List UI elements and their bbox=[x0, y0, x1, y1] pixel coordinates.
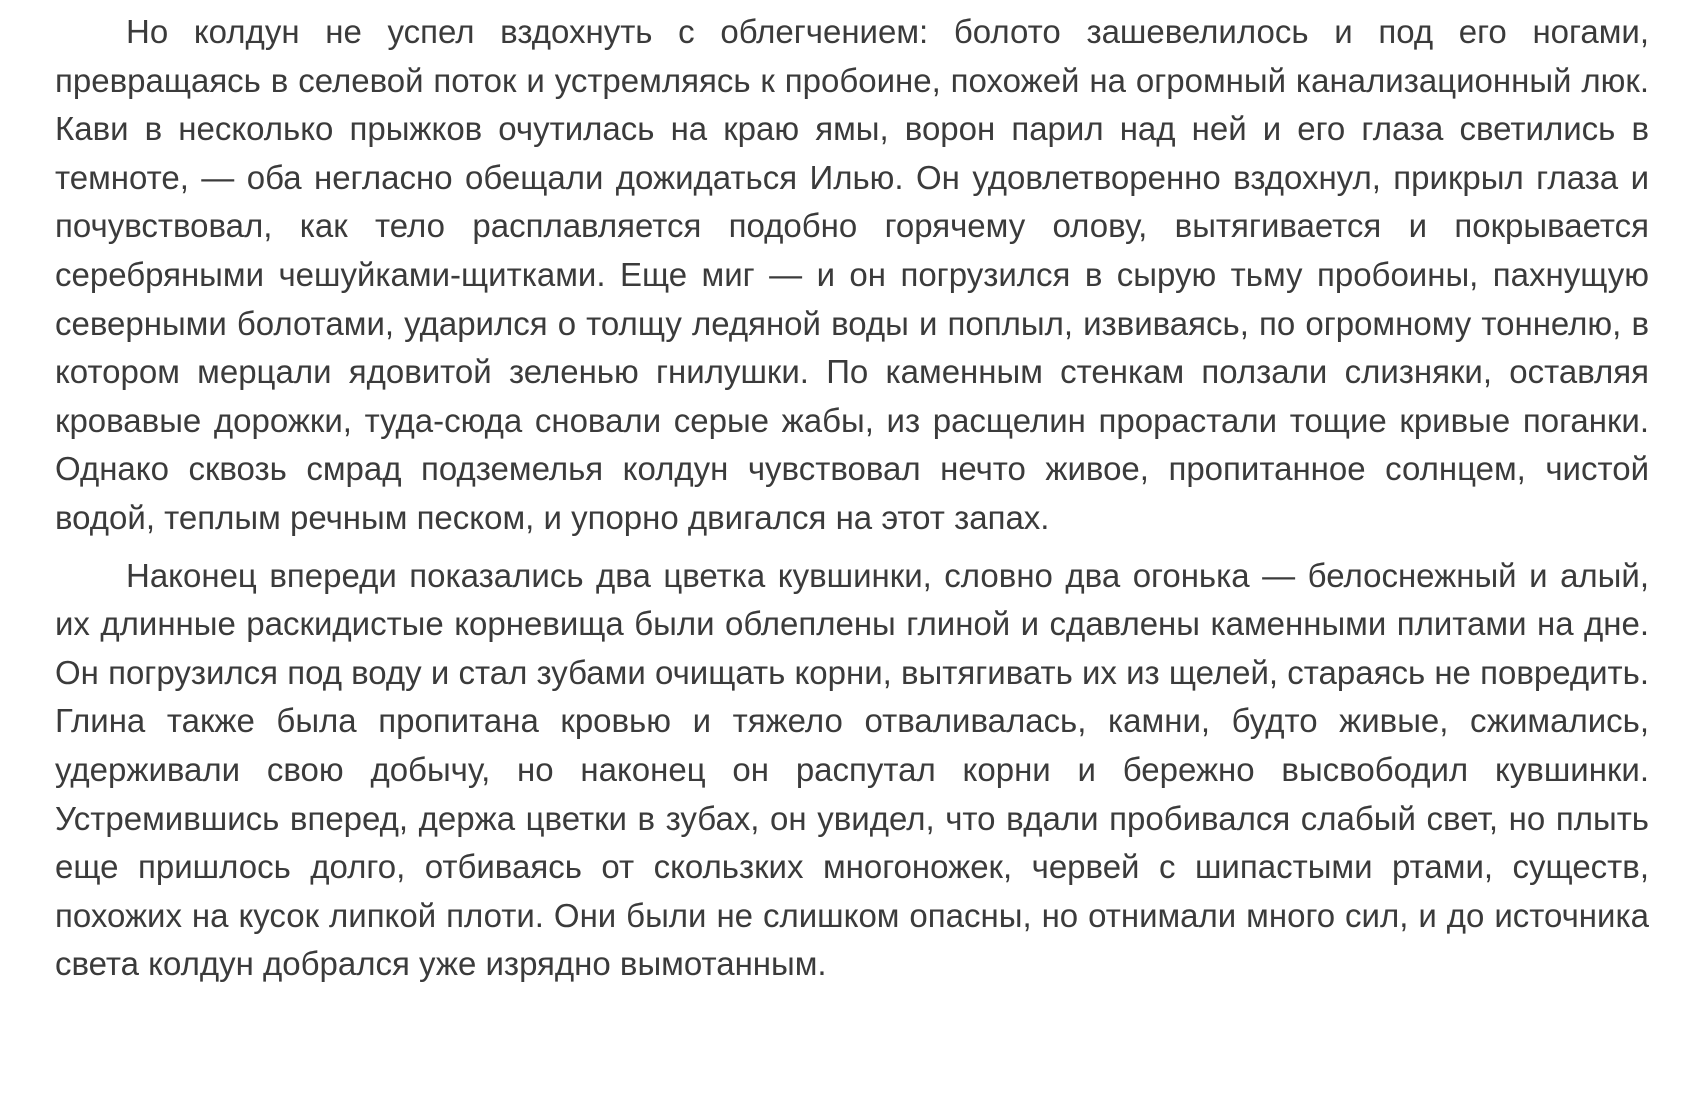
paragraph: Но колдун не успел вздохнуть с облегчением: болото зашевелилось и под его ногами, превращаясь в селевой поток и устремляясь к пробоине, похожей на огромный канализационный люк. Кави в несколько прыжков очутилась на краю ямы, ворон парил над ней и его глаза светились в темноте, — оба негласно обещали дожидаться Илью. Он удовлетворенно вздохнул, прикрыл глаза и почувствовал, как тело расплавляется подобно горячему олову, вытягивается и покрывается серебряными чешуйками-щитками. Еще миг — и он погрузился в сырую тьму пробоины, пахнущую северными болотами, ударился о толщу ледяной воды и поплыл, извиваясь, по огромному тоннелю, в котором мерцали ядовитой зеленью гнилушки. По каменным стенкам ползали слизняки, оставляя кровавые дорожки, туда-сюда сновали серые жабы, из расщелин прорастали тощие кривые поганки. Однако сквозь смрад подземелья колдун чувствовал нечто живое, пропитанное солнцем, чистой водой, теплым речным песком, и упорно двигался на этот запах. bbox=[55, 13, 1649, 536]
paragraph: Наконец впереди показались два цветка кувшинки, словно два огонька — белоснежный и алый, их длинные раскидистые корневища были облеплены глиной и сдавлены каменными плитами на дне. Он погрузился под воду и стал зубами очищать корни, вытягивать их из щелей, стараясь не повредить. Глина также была пропитана кровью и тяжело отваливалась, камни, будто живые, сжимались, удерживали свою добычу, но наконец он распутал корни и бережно высвободил кувшинки. Устремившись вперед, держа цветки в зубах, он увидел, что вдали пробивался слабый свет, но плыть еще пришлось долго, отбиваясь от скользких многоножек, червей с шипастыми ртами, существ, похожих на кусок липкой плоти. Они были не слишком опасны, но отнимали много сил, и до источника света колдун добрался уже изрядно вымотанным. bbox=[55, 556, 1649, 983]
